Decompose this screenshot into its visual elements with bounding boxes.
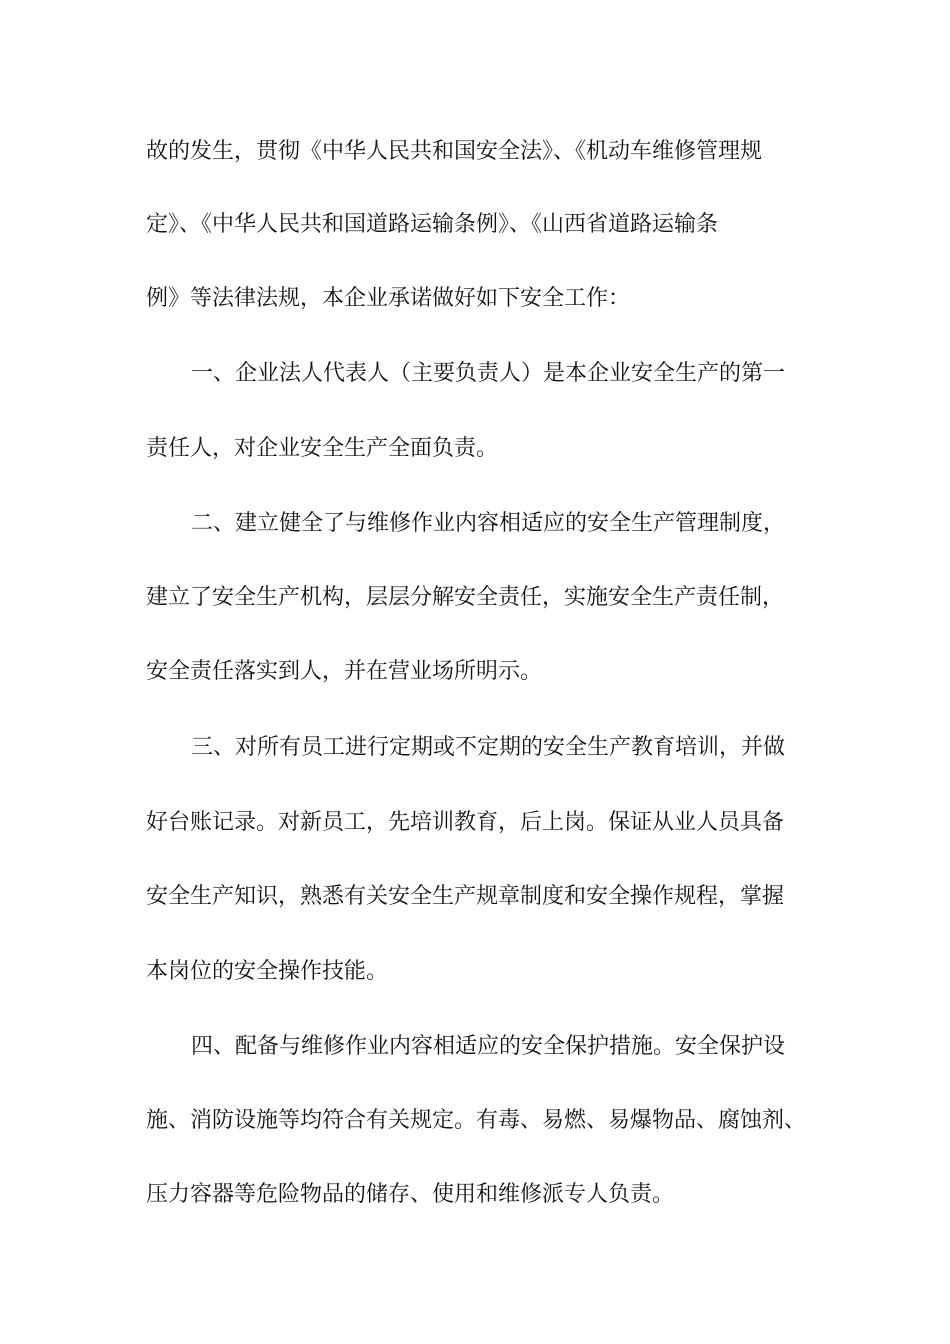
text-line: 好台账记录。对新员工，先培训教育，后上岗。保证从业人员具备 (146, 810, 785, 835)
text-line: 施、消防设施等均符合有关规定。有毒、易燃、易爆物品、腐蚀剂、 (146, 1108, 807, 1133)
paragraph-1-start: 一、企业法人代表人（主要负责人）是本企业安全生产的第一 (191, 361, 786, 386)
paragraph-4-start: 四、配备与维修作业内容相适应的安全保护措施。安全保护设 (191, 1034, 786, 1059)
text-line: 本岗位的安全操作技能。 (146, 959, 389, 984)
text-line: 故的发生，贯彻《中华人民共和国安全法》、《机动车维修管理规 (146, 139, 763, 164)
text-line: 压力容器等危险物品的储存、使用和维修派专人负责。 (146, 1182, 675, 1207)
text-line: 安全生产知识，熟悉有关安全生产规章制度和安全操作规程，掌握 (146, 884, 785, 909)
text-line: 责任人，对企业安全生产全面负责。 (146, 436, 499, 461)
paragraph-2-start: 二、建立健全了与维修作业内容相适应的安全生产管理制度， (191, 511, 786, 536)
paragraph-3-start: 三、对所有员工进行定期或不定期的安全生产教育培训，并做 (191, 735, 786, 760)
text-line: 例》等法律法规，本企业承诺做好如下安全工作： (146, 286, 631, 311)
text-line: 安全责任落实到人，并在营业场所明示。 (146, 659, 543, 684)
text-line: 定》、《中华人民共和国道路运输条例》、《山西省道路运输条 (146, 212, 719, 237)
text-line: 建立了安全生产机构，层层分解安全责任，实施安全生产责任制， (146, 585, 785, 610)
